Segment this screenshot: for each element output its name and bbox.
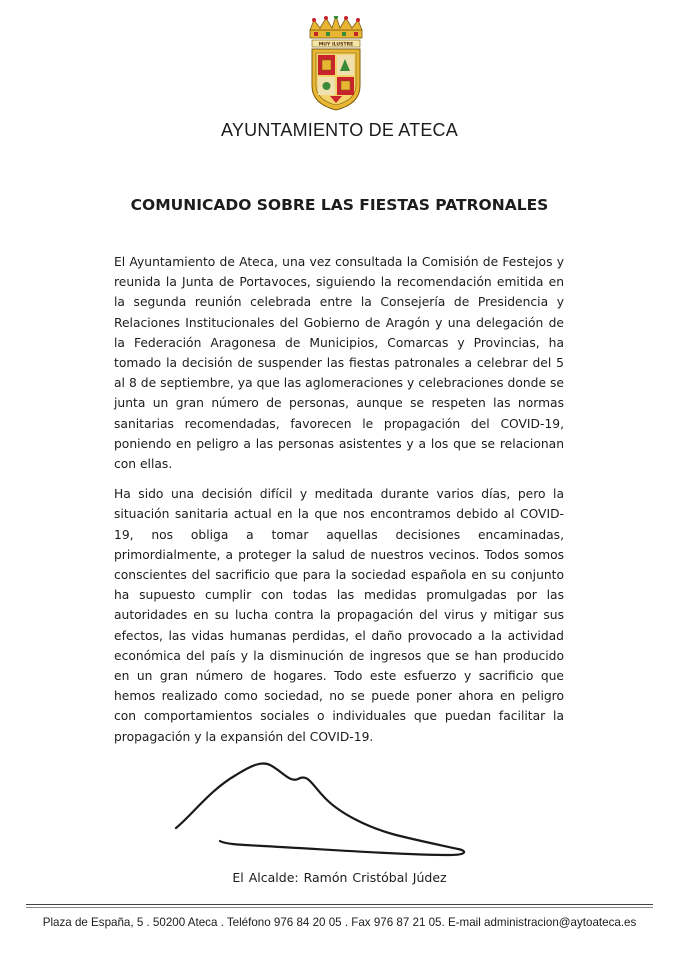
footer-divider bbox=[26, 904, 653, 905]
crown bbox=[310, 16, 362, 38]
signer-line: El Alcalde: Ramón Cristóbal Júdez bbox=[232, 870, 447, 885]
footer-divider-thin bbox=[26, 907, 653, 908]
document-body bbox=[114, 252, 564, 757]
coat-of-arms-icon bbox=[300, 16, 372, 112]
footer-contact: Plaza de España, 5 . 50200 Ateca . Teléfono 976 84 20 05 . Fax 976 87 21 05. E-mail administracion@aytoateca.es bbox=[42, 916, 637, 929]
body-paragraph-1: El Ayuntamiento de Ateca, una vez consultada la Comisión de Festejos y reunida la Junta de Portavoces, siguiendo la recomendación emitida en la segunda reunión celebrada entre la Consejería de Presidencia y Relaciones Institucionales del Gobierno de Aragón y una delegación de la Federación Aragonesa de Municipios, Comarcas y Provincias, ha tomado la decisión de suspender las fiestas patronales a celebrar del 5 al 8 de septiembre, ya que las aglomeraciones y celebraciones donde se junta un gran número de personas, aunque se respeten las normas sanitarias recomendadas, favorecen le propagación del COVID-19, poniendo en peligro a las personas asistentes y a los que se relacionan con ellas. bbox=[114, 255, 564, 472]
document-title: COMUNICADO SOBRE LAS FIESTAS PATRONALES bbox=[130, 196, 549, 214]
organization-name: AYUNTAMIENTO DE ATECA bbox=[221, 120, 458, 140]
signature-icon bbox=[170, 745, 480, 860]
crest-motto: MUY ILUSTRE bbox=[318, 42, 354, 48]
body-paragraph-2: Ha sido una decisión difícil y meditada durante varios días, pero la situación sanitaria actual en la que nos encontramos debido al COVID-19, nos obliga a tomar aquellas decisiones encaminadas, primordialmente, a proteger la salud de nuestros vecinos. Todos somos conscientes del sacrificio que para la sociedad española en su conjunto ha supuesto cumplir con todas las medidas promulgadas por las autoridades en su lucha contra la propagación del virus y mitigar sus efectos, las vidas humanas perdidas, el daño provocado a la actividad económica del país y la disminución de ingresos que se han producido en un gran número de hogares. Todo este esfuerzo y sacrificio que hemos realizado como sociedad, no se puede poner ahora en peligro con comportamientos sociales o individuales que puedan facilitar la propagación y la expansión del COVID-19. bbox=[114, 487, 564, 744]
